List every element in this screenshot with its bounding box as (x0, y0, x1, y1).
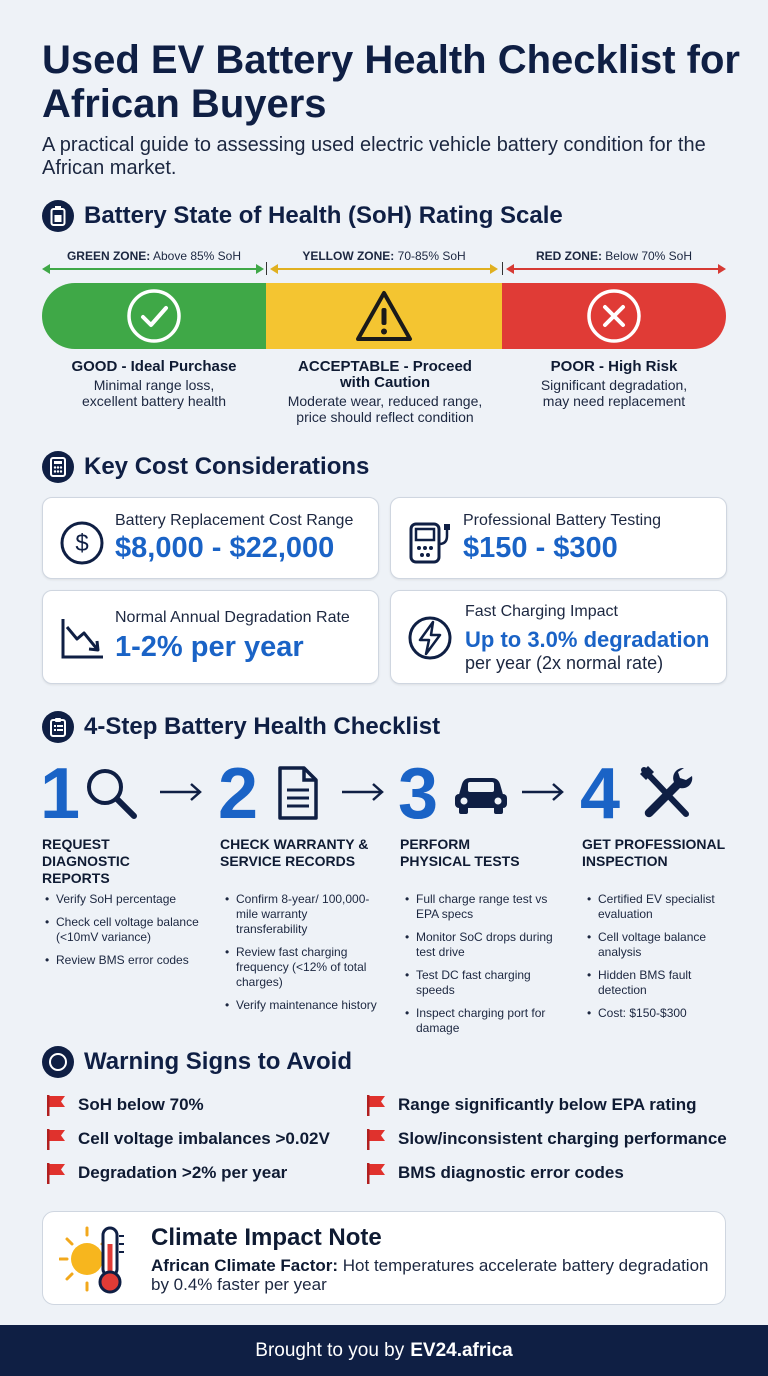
warning-item: BMS diagnostic error codes (364, 1161, 624, 1185)
list-item: • Full charge range test vs EPA specs (402, 892, 562, 922)
soh-section-title: Battery State of Health (SoH) Rating Scale (84, 202, 563, 229)
step-1-list (42, 892, 202, 976)
footer-prefix: Brought to you by (255, 1339, 405, 1361)
soh-scale-bar (42, 283, 726, 349)
battery-icon (42, 200, 74, 232)
green-zone-description: GOOD - Ideal Purchase Minimal range loss, excellent battery health (71, 358, 237, 409)
warnings-section-heading (42, 1046, 352, 1078)
cost-card-replacement (42, 497, 379, 579)
step-title: REQUEST DIAGNOSTIC REPORTS (42, 836, 130, 886)
green-zone-label: GREEN ZONE: Above 85% SoH (66, 249, 242, 263)
costs-section-heading (42, 451, 369, 483)
clipboard-icon (42, 711, 74, 743)
check-icon (126, 288, 182, 344)
checklist-section-heading (42, 711, 440, 743)
step-title: PERFORM PHYSICAL TESTS (400, 836, 520, 869)
list-item: • Hidden BMS fault detection (584, 968, 734, 998)
list-item: • Monitor SoC drops during test drive (402, 930, 562, 960)
checklist-section-title: 4-Step Battery Health Checklist (84, 713, 441, 740)
climate-body: African Climate Factor: Hot temperatures accelerate battery degradation by 0.4% faster per year (151, 1256, 709, 1294)
cost-card-degradation (42, 590, 379, 684)
list-item: • Review fast charging frequency (<12% of total charges) (222, 945, 382, 990)
document-icon (268, 764, 326, 822)
declining-chart-icon (57, 613, 107, 663)
red-flag-icon (364, 1127, 388, 1151)
red-flag-icon (44, 1093, 68, 1117)
circle-icon (42, 1046, 74, 1078)
yellow-zone-description: ACCEPTABLE - Proceed with Caution Moderate wear, reduced range, price should reflect condition (287, 358, 483, 425)
list-item: • Certified EV specialist evaluation (584, 892, 734, 922)
cost-card-testing (390, 497, 727, 579)
step-2-list (222, 892, 382, 1021)
zone-divider (502, 262, 503, 275)
footer-bar (0, 1325, 768, 1376)
magnifier-icon (82, 764, 140, 822)
climate-note-card (42, 1211, 726, 1305)
card-label: Normal Annual Degradation Rate (115, 609, 350, 626)
red-flag-icon (364, 1161, 388, 1185)
list-item: • Verify SoH percentage (42, 892, 202, 907)
list-item: • Review BMS error codes (42, 953, 202, 968)
step-number: 4 (580, 754, 621, 834)
red-zone-segment (502, 283, 726, 349)
x-icon (586, 288, 642, 344)
list-item: • Inspect charging port for damage (402, 1006, 562, 1036)
svg-text:$: $ (75, 530, 89, 557)
soh-section-heading (42, 200, 563, 232)
card-value: $8,000 - $22,000 (115, 532, 335, 564)
red-zone-label: RED ZONE: Below 70% SoH (535, 249, 693, 263)
list-item: • Verify maintenance history (222, 998, 382, 1013)
list-item: • Check cell voltage balance (<10mV variance) (42, 915, 202, 945)
card-value: 1-2% per year (115, 631, 304, 663)
cost-card-fast-charging (390, 590, 727, 684)
red-flag-icon (44, 1161, 68, 1185)
step-title: CHECK WARRANTY & SERVICE RECORDS (220, 836, 369, 869)
list-item: • Cell voltage balance analysis (584, 930, 734, 960)
step-4-list (584, 892, 734, 1029)
zone-divider (266, 262, 267, 275)
red-flag-icon (364, 1093, 388, 1117)
yellow-zone-arrow (272, 268, 496, 270)
list-item: • Test DC fast charging speeds (402, 968, 562, 998)
warning-item: Range significantly below EPA rating (364, 1093, 697, 1117)
step-3-list (402, 892, 562, 1044)
lightning-icon (405, 613, 455, 663)
page-title: Used EV Battery Health Checklist for African Buyers (42, 38, 740, 126)
card-note: per year (2x normal rate) (465, 653, 664, 673)
step-title: GET PROFESSIONAL INSPECTION (582, 836, 725, 869)
warning-item: Cell voltage imbalances >0.02V (44, 1127, 330, 1151)
car-icon (452, 764, 510, 822)
green-zone-segment (42, 283, 266, 349)
step-number: 2 (218, 754, 259, 834)
warning-item: Degradation >2% per year (44, 1161, 287, 1185)
page-subtitle: A practical guide to assessing used electric vehicle battery condition for the African market. (42, 134, 706, 179)
yellow-zone-segment (266, 283, 502, 349)
arrow-right-icon (340, 780, 386, 804)
arrow-right-icon (158, 780, 204, 804)
costs-section-title: Key Cost Considerations (84, 453, 370, 480)
card-value: $150 - $300 (463, 532, 618, 564)
step-number: 1 (40, 754, 81, 834)
warning-icon (354, 289, 414, 343)
list-item: • Confirm 8-year/ 100,000-mile warranty transferability (222, 892, 382, 937)
card-value: Up to 3.0% degradation (465, 627, 710, 652)
warning-item: Slow/inconsistent charging performance (364, 1127, 727, 1151)
footer-brand: EV24.africa (410, 1339, 513, 1361)
yellow-zone-label: YELLOW ZONE: 70-85% SoH (302, 249, 466, 263)
warnings-section-title: Warning Signs to Avoid (84, 1048, 352, 1075)
card-label: Professional Battery Testing (463, 512, 662, 529)
step-number: 3 (398, 754, 439, 834)
red-flag-icon (44, 1127, 68, 1151)
diagnostic-device-icon (405, 518, 455, 568)
tools-icon (634, 764, 696, 822)
list-item: • Cost: $150-$300 (584, 1006, 734, 1021)
dollar-icon (57, 518, 107, 568)
calculator-icon (42, 451, 74, 483)
climate-title: Climate Impact Note (151, 1224, 382, 1251)
green-zone-arrow (44, 268, 262, 270)
card-label: Battery Replacement Cost Range (115, 512, 354, 529)
red-zone-description: POOR - High Risk Significant degradation, may need replacement (540, 358, 688, 409)
sun-thermometer-icon (59, 1222, 133, 1296)
warning-item: SoH below 70% (44, 1093, 204, 1117)
red-zone-arrow (508, 268, 724, 270)
arrow-right-icon (520, 780, 566, 804)
card-label: Fast Charging Impact (465, 603, 618, 620)
